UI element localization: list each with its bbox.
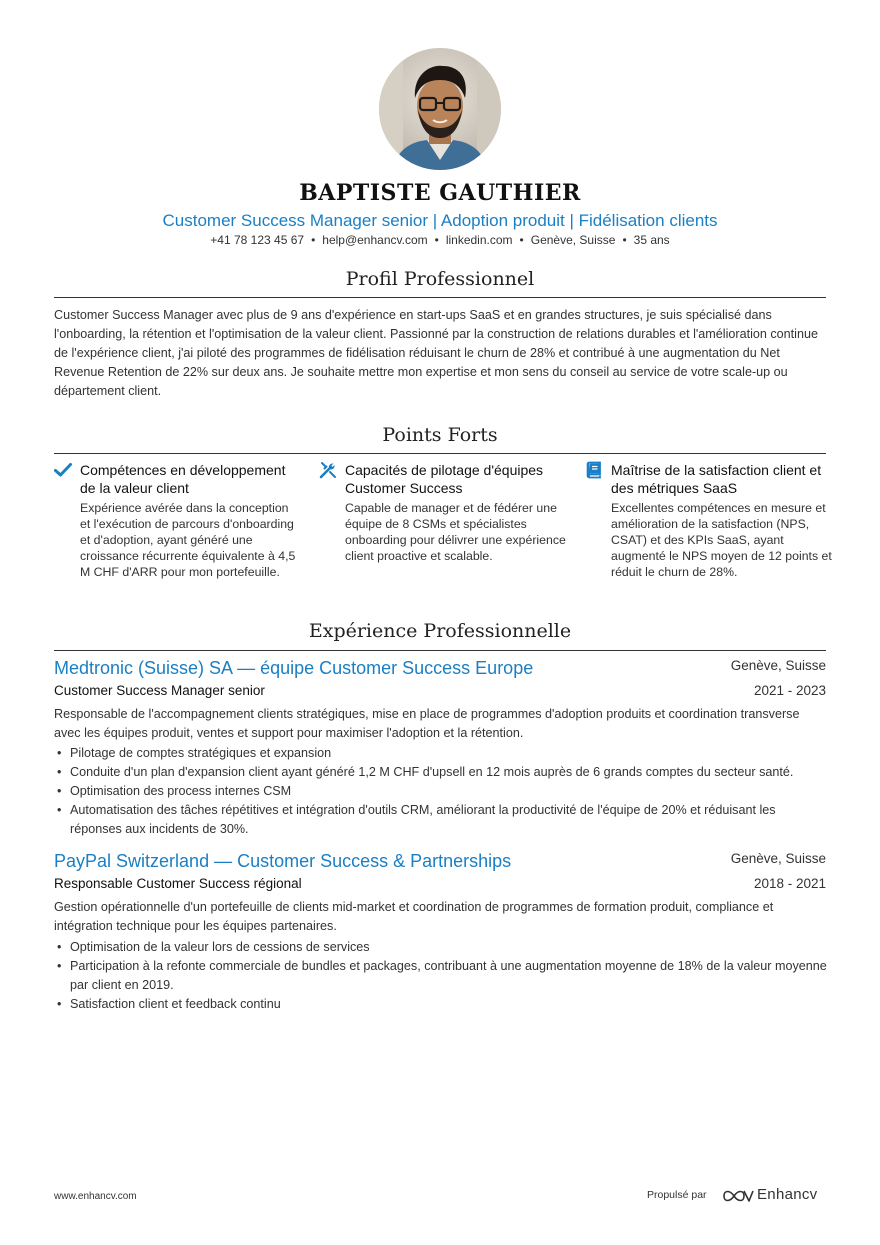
candidate-name: BAPTISTE GAUTHIER [299, 180, 581, 206]
footer-powered-by: Propulsé par [647, 1189, 707, 1201]
footer-brand: Enhancv [757, 1186, 818, 1203]
email: help@enhancv.com [322, 233, 428, 247]
section-title-strengths: Points Forts [382, 424, 498, 446]
profile-summary: Customer Success Manager avec plus de 9 ans d'expérience en start-ups SaaS et en grandes structures, je suis spécialisé dans l'onboarding, la rétention et l'optimisation de la valeur client. Passionné par la construction de relations durables et l'amélioration continue de l'expérience client, j'ai piloté des programmes de fidélisation réduisant le churn de 28% et contribué à une augmentation du Net Revenue Retention de 22% sur deux ans. Je souhaite mettre mon expertise et mon sens du conseil au service de votre scale-up ou département client. [54, 308, 818, 398]
job-bullets [54, 938, 829, 1014]
list-item: • Optimisation de la valeur lors de cessions de services [54, 938, 829, 957]
job-dates: 2018 - 2021 [753, 876, 826, 891]
separator-dot: • [519, 233, 524, 247]
list-item: • Optimisation des process internes CSM [54, 782, 829, 801]
strength-title: Maîtrise de la satisfaction client et des métriques SaaS [611, 462, 822, 496]
strength-title: Capacités de pilotage d'équipes Customer Success [345, 462, 544, 496]
separator-dot: • [434, 233, 439, 247]
list-item: • Satisfaction client et feedback continu [54, 995, 829, 1014]
strength-description: Capable de manager et de fédérer une équipe de 8 CSMs et spécialistes onboarding pour délivrer une expérience client proactive et scalable. [345, 501, 566, 563]
strength-description: Excellentes compétences en mesure et amélioration de la satisfaction (NPS, CSAT) et des KPIs SaaS, ayant augmenté le NPS moyen de 12 points et réduit le churn de 28%. [611, 501, 832, 579]
list-item: • Conduite d'un plan d'expansion client ayant généré 1,2 M CHF d'upsell en 12 mois auprès de 6 grands comptes du secteur santé. [54, 763, 829, 782]
phone: +41 78 123 45 67 [210, 233, 305, 247]
strength-description: Expérience avérée dans la conception et l'exécution de parcours d'onboarding et d'adoption, ayant généré une croissance récurrente équivalente à 4,5 M CHF d'ARR pour mon portefeuille. [80, 501, 296, 579]
section-title-profile: Profil Professionnel [345, 268, 535, 290]
job-location: Genève, Suisse [730, 658, 826, 673]
headline: Customer Success Manager senior | Adoption produit | Fidélisation clients [162, 211, 718, 230]
job-role: Customer Success Manager senior [54, 683, 265, 698]
list-item: • Automatisation des tâches répétitives et intégration d'outils CRM, améliorant la productivité de l'équipe de 20% et réduisant les réponses aux incidents de 30%. [54, 801, 829, 839]
separator-dot: • [311, 233, 316, 247]
linkedin: linkedin.com [445, 233, 513, 247]
job-company: PayPal Switzerland — Customer Success & Partnerships [54, 851, 512, 871]
job-location: Genève, Suisse [730, 851, 826, 866]
list-item: • Participation à la refonte commerciale de bundles et packages, contribuant à une augmentation moyenne de 18% de la valeur moyenne par client en 2019. [54, 957, 829, 995]
separator-dot: • [622, 233, 627, 247]
checkmark-icon [54, 461, 74, 481]
location: Genève, Suisse [530, 233, 616, 247]
section-divider [54, 650, 826, 651]
job-dates: 2021 - 2023 [753, 683, 826, 698]
job-description: Responsable de l'accompagnement clients stratégiques, mise en place de programmes d'adoption produits et coordination transverse avec les équipes produit, ventes et support pour maximiser l'adoption et la rétention. [54, 707, 800, 740]
section-divider [54, 453, 826, 454]
footer-url[interactable]: www.enhancv.com [54, 1191, 137, 1202]
tools-icon [319, 461, 339, 481]
job-description: Gestion opérationnelle d'un portefeuille de clients mid-market et coordination de programmes de formation produit, compliance et intégration technique pour les équipes partenaires. [54, 900, 774, 933]
profile-photo [379, 48, 501, 170]
job-role: Responsable Customer Success régional [54, 876, 302, 891]
contact-line [0, 233, 880, 247]
list-item: • Pilotage de comptes stratégiques et expansion [54, 744, 829, 763]
age: 35 ans [633, 233, 670, 247]
job-bullets [54, 744, 829, 839]
job-company: Medtronic (Suisse) SA — équipe Customer Success Europe [54, 658, 534, 678]
section-title-experience: Expérience Professionnelle [308, 620, 572, 642]
book-icon [585, 461, 605, 481]
strength-title: Compétences en développement de la valeur client [80, 462, 286, 496]
section-divider [54, 297, 826, 298]
